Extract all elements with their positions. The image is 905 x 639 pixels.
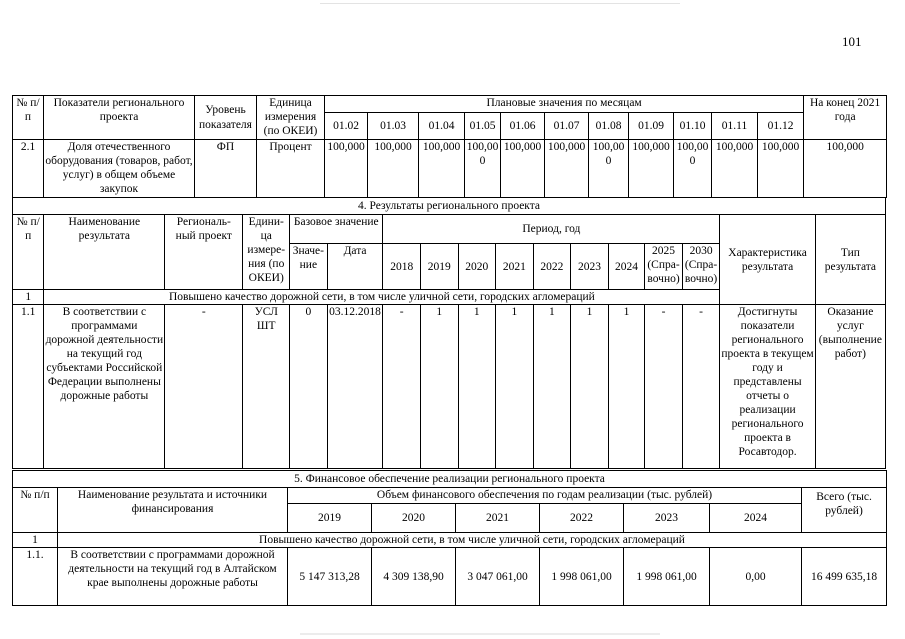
year-header: 2023 <box>571 244 609 290</box>
col-header-volume: Объем финансового обеспечения по годам реализации (тыс. рублей) <box>288 488 802 504</box>
col-header-num: № п/п <box>13 488 58 533</box>
year-value: 1 <box>420 305 458 469</box>
month-header: 01.08 <box>589 113 629 140</box>
month-header: 01.02 <box>325 113 368 140</box>
col-header-base-date: Дата <box>327 244 383 290</box>
year-value: 1 <box>496 305 534 469</box>
row-num: 1.1 <box>13 305 44 469</box>
result-name: В соответствии с программами дорожной деятельности на текущий год субъектами Российской Федерации выполнены дорожные работы <box>44 305 165 469</box>
col-header-name: Наименование результата и источники финансирования <box>58 488 288 533</box>
year-header: 2019 <box>288 504 372 533</box>
year-value: 1 <box>533 305 571 469</box>
finance-value: 1 998 061,00 <box>624 548 710 606</box>
col-header-level: Уровень показателя <box>195 96 257 140</box>
year-value: - <box>682 305 720 469</box>
year-header: 2022 <box>540 504 624 533</box>
month-header: 01.11 <box>712 113 758 140</box>
year-header: 2022 <box>533 244 571 290</box>
month-value: 100,000 <box>674 140 712 198</box>
col-header-characteristic: Характеристика результата <box>720 215 815 305</box>
month-value: 100,000 <box>589 140 629 198</box>
table-row <box>13 305 886 469</box>
col-header-total: Всего (тыс. рублей) <box>802 488 887 533</box>
col-header-type: Тип результата <box>815 215 885 305</box>
month-value: 100,000 <box>501 140 545 198</box>
col-header-plan: Плановые значения по месяцам <box>325 96 804 113</box>
indicator-name: Доля отечественного оборудования (товаров, работ, услуг) в общем объеме закупок <box>44 140 195 198</box>
month-value: 100,000 <box>465 140 501 198</box>
year-value: - <box>383 305 421 469</box>
year-header: 2030 (Спра- вочно) <box>682 244 720 290</box>
month-value: 100,000 <box>758 140 804 198</box>
col-header-base-value: Значе- ние <box>290 244 328 290</box>
row-num: 2.1 <box>13 140 44 198</box>
year-header: 2021 <box>456 504 540 533</box>
row-num: 1.1. <box>13 548 58 606</box>
finance-value: 4 309 138,90 <box>372 548 456 606</box>
scan-artifact-bottom <box>300 633 660 635</box>
month-header: 01.03 <box>368 113 419 140</box>
year-header: 2023 <box>624 504 710 533</box>
year-header: 2024 <box>608 244 645 290</box>
col-header-num: № п/п <box>13 215 44 290</box>
month-value: 100,000 <box>712 140 758 198</box>
result-project: - <box>165 305 243 469</box>
month-header: 01.12 <box>758 113 804 140</box>
base-value: 0 <box>290 305 328 469</box>
table-row <box>13 140 887 198</box>
scan-artifact-top <box>320 3 680 4</box>
col-header-indicator: Показатели регионального проекта <box>44 96 195 140</box>
month-header: 01.06 <box>501 113 545 140</box>
finance-value: 1 998 061,00 <box>540 548 624 606</box>
finance-value: 0,00 <box>710 548 802 606</box>
result-unit: УСЛ ШТ <box>243 305 290 469</box>
financing-table <box>12 470 887 606</box>
col-header-end-of-year: На конец 2021 года <box>804 96 887 140</box>
year-header: 2018 <box>383 244 421 290</box>
financing-block <box>12 470 887 606</box>
col-header-unit: Едини- ца измере- ния (по ОКЕИ) <box>243 215 290 290</box>
results-block <box>12 197 886 469</box>
indicator-level: ФП <box>195 140 257 198</box>
month-header: 01.04 <box>419 113 465 140</box>
year-header: 2024 <box>710 504 802 533</box>
year-header: 2021 <box>496 244 534 290</box>
col-header-num: № п/п <box>13 96 44 140</box>
month-header: 01.09 <box>629 113 674 140</box>
year-value: - <box>645 305 683 469</box>
month-value: 100,000 <box>325 140 368 198</box>
end-of-year-value: 100,000 <box>804 140 887 198</box>
month-header: 01.05 <box>465 113 501 140</box>
indicators-table <box>12 95 887 198</box>
group-title: Повышено качество дорожной сети, в том числе уличной сети, городских агломераций <box>58 533 887 548</box>
month-header: 01.07 <box>545 113 589 140</box>
month-value: 100,000 <box>368 140 419 198</box>
page-number: 101 <box>842 34 862 49</box>
year-value: 1 <box>608 305 645 469</box>
table-row <box>13 548 887 606</box>
col-header-base: Базовое значение <box>290 215 383 244</box>
year-header: 2020 <box>372 504 456 533</box>
section-title: 5. Финансовое обеспечение реализации регионального проекта <box>13 471 887 488</box>
finance-total: 16 499 635,18 <box>802 548 887 606</box>
year-header: 2020 <box>458 244 496 290</box>
base-date: 03.12.2018 <box>327 305 383 469</box>
result-characteristic: Достигнуты показатели регионального проекта в текущем году и представлены отчеты о реализации регионального проекта в Росавтодор. <box>720 305 815 469</box>
finance-value: 5 147 313,28 <box>288 548 372 606</box>
col-header-period: Период, год <box>383 215 720 244</box>
group-title: Повышено качество дорожной сети, в том числе уличной сети, городских агломераций <box>44 290 720 305</box>
indicator-unit: Процент <box>257 140 325 198</box>
col-header-project: Региональ- ный проект <box>165 215 243 290</box>
year-header: 2025 (Спра- вочно) <box>645 244 683 290</box>
col-header-unit: Единица измерения (по ОКЕИ) <box>257 96 325 140</box>
month-header: 01.10 <box>674 113 712 140</box>
year-value: 1 <box>458 305 496 469</box>
year-value: 1 <box>571 305 609 469</box>
result-name: В соответствии с программами дорожной деятельности на текущий год в Алтайском крае выполнены дорожные работы <box>58 548 288 606</box>
month-value: 100,000 <box>419 140 465 198</box>
indicators-block <box>12 95 887 198</box>
month-value: 100,000 <box>545 140 589 198</box>
finance-value: 3 047 061,00 <box>456 548 540 606</box>
result-type: Оказание услуг (выполнение работ) <box>815 305 885 469</box>
col-header-result-name: Наименование результата <box>44 215 165 290</box>
year-header: 2019 <box>420 244 458 290</box>
section-title: 4. Результаты регионального проекта <box>13 198 886 215</box>
results-table <box>12 197 886 469</box>
group-num: 1 <box>13 290 44 305</box>
group-num: 1 <box>13 533 58 548</box>
month-value: 100,000 <box>629 140 674 198</box>
